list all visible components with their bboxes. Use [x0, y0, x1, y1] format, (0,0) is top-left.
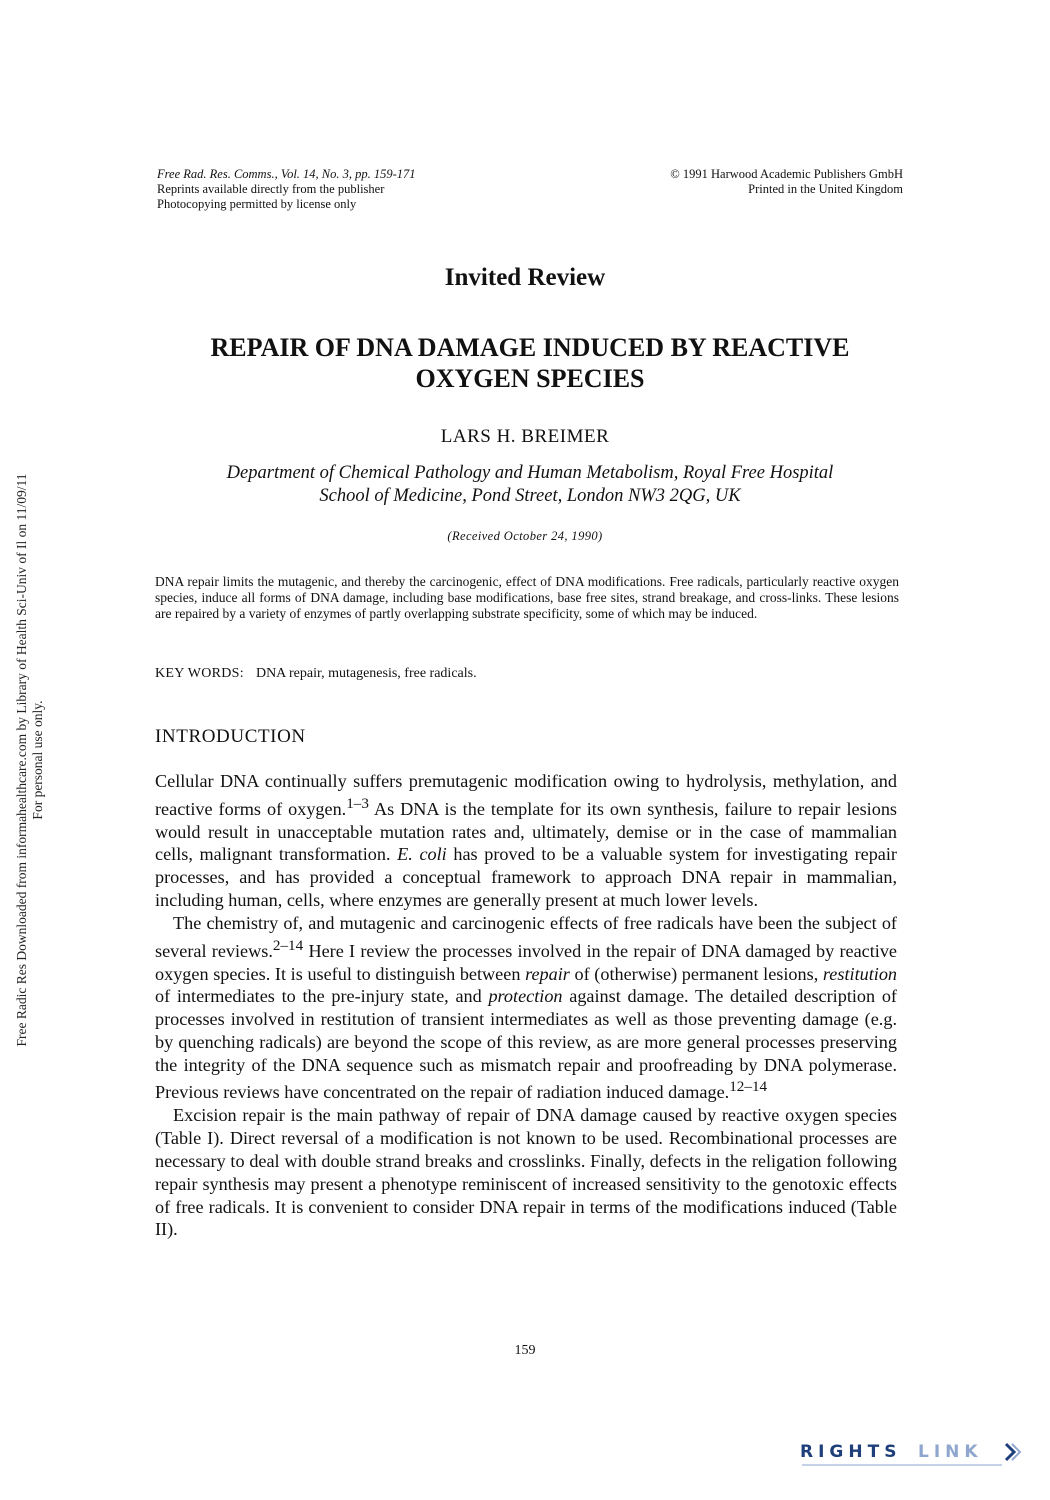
- keywords: [155, 666, 899, 682]
- printed-line: Printed in the United Kingdom: [748, 182, 903, 196]
- keywords-label: KEY WORDS:: [155, 666, 244, 681]
- journal-line: Photocopying permitted by license only: [157, 197, 357, 211]
- section-heading: INTRODUCTION: [155, 726, 306, 747]
- publisher-info: [560, 167, 903, 197]
- affiliation-line: School of Medicine, Pond Street, London NW3 2QG, UK: [319, 486, 741, 506]
- keywords-value: DNA repair, mutagenesis, free radicals.: [255, 666, 477, 681]
- copyright-line: © 1991 Harwood Academic Publishers GmbH: [670, 167, 903, 181]
- paragraph: The chemistry of, and mutagenic and carcinogenic effects of free radicals have been the subject of several reviews.$^{2-14}$ Here I review the processes involved in the repair of DNA damaged by reactive oxygen species. It is useful to distinguish between repair of (otherwise) permanent lesions, restitution of intermediates to the pre-injury state, and protection against damage. The detailed description of processes involved in restitution of transient intermediates as well as those preventing damage (e.g. by quenching radicals) are beyond the scope of this review, as are more general processes preserving the integrity of the DNA sequence such as mismatch repair and proofreading by DNA polymerase. Previous reviews have concentrated on the repair of radiation induced damage.$^{12-14}$: [155, 912, 898, 1103]
- page-number: 159: [514, 1343, 536, 1358]
- body-text: [155, 770, 897, 1241]
- download-notice-line: Free Radic Res Downloaded from informahealthcare.com by Library of Health Sci-Univ of Il on 11/09/11: [14, 473, 29, 1047]
- citation: 1–3: [346, 794, 369, 812]
- abstract: DNA repair limits the mutagenic, and thereby the carcinogenic, effect of DNA modifications. Free radicals, particularly reactive oxygen species, induce all forms of DNA damage, including base modifications, base free sites, strand breakage, and cross-links. These lesions are repaired by a variety of enzymes of partly overlapping substrate specificity, some of which may be induced.: [155, 574, 899, 621]
- rightslink-logo: [800, 1437, 1025, 1471]
- journal-citation: [157, 167, 537, 212]
- article-type: Invited Review: [444, 264, 606, 291]
- paragraph: Excision repair is the main pathway of repair of DNA damage caused by reactive oxygen species (Table I). Direct reversal of a modification is not known to be used. Recombinational processes are necessary to deal with double strand breaks and crosslinks. Finally, defects in the religation following repair synthesis may present a phenotype reminiscent of increased sensitivity to the genotoxic effects of free radicals. It is convenient to consider DNA repair in terms of the modifications induced (Table II).: [155, 1105, 897, 1240]
- journal-line: Reprints available directly from the publisher: [157, 182, 385, 196]
- journal-line: Free Rad. Res. Comms., Vol. 14, No. 3, pp. 159-171: [157, 167, 416, 181]
- svg-text:LINK: LINK: [918, 1442, 983, 1462]
- received-date: (Received October 24, 1990): [447, 529, 603, 543]
- paragraph: Cellular DNA continually suffers premutagenic modification owing to hydrolysis, methylation, and reactive forms of oxygen.$^{1-3}$ As DNA is the template for its own synthesis, failure to repair lesions would result in unacceptable mutation rates and, ultimately, demise or in the case of mammalian cells, malignant transformation. E. coli has proved to be a valuable system for investigating repair processes, and has provided a conceptual framework to approach DNA repair in mammalian, including human, cells, where enzymes are generally present at much lower levels.: [155, 771, 897, 911]
- citation: 12–14: [729, 1078, 768, 1096]
- download-notice: [0, 0, 60, 1500]
- author-name: LARS H. BREIMER: [440, 426, 610, 447]
- title-line: REPAIR OF DNA DAMAGE INDUCED BY REACTIVE: [210, 333, 850, 362]
- title-line: OXYGEN SPECIES: [415, 364, 645, 393]
- download-notice-line: For personal use only.: [30, 700, 45, 820]
- svg-text:RIGHTS: RIGHTS: [800, 1442, 902, 1462]
- affiliation-line: Department of Chemical Pathology and Human Metabolism, Royal Free Hospital: [226, 463, 834, 483]
- citation: 2–14: [272, 936, 304, 954]
- article-title: [150, 332, 910, 394]
- author-affiliation: [140, 462, 920, 508]
